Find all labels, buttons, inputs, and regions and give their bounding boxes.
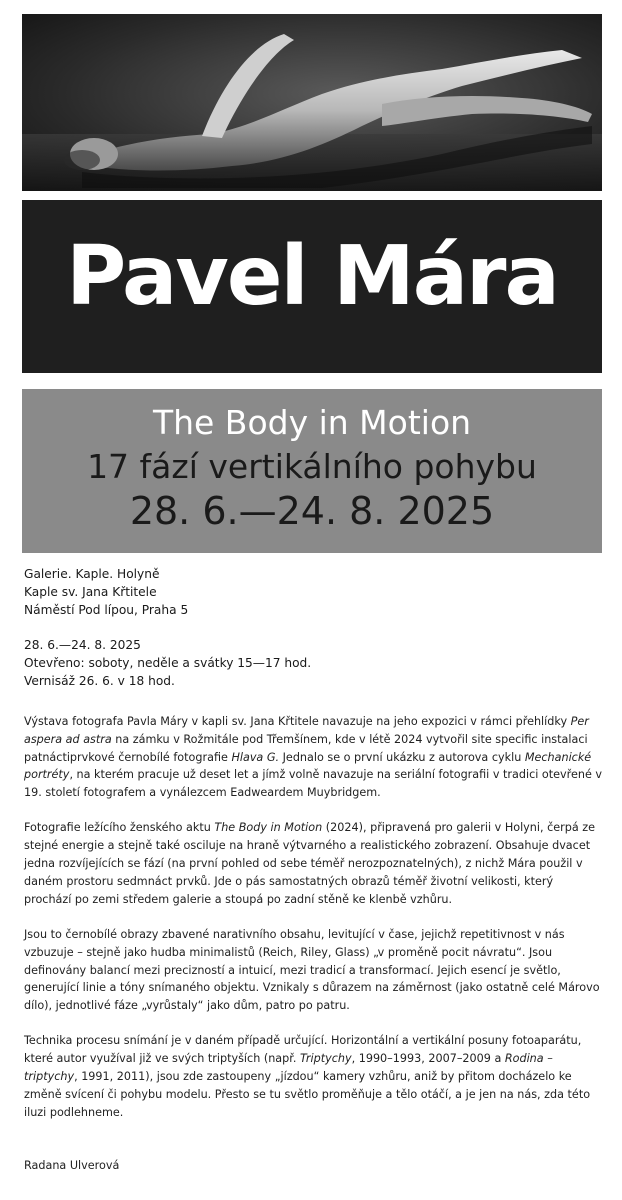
venue-line: Galerie. Kaple. Holyně <box>24 567 160 581</box>
text-run: Jednalo se o první ukázku z autorova cyklu <box>279 750 525 764</box>
venue-line: Náměstí Pod lípou, Praha 5 <box>24 603 189 617</box>
text-run: (2024), připravená pro galerii v Holyni, čerpá ze stejné energie a stejně také osciluje na hraně výtvarného a realistického zobrazení. Obsahuje dvacet jedna rozvíjejících se fází (na první pohled od sebe téměř nerozpoznatelných), z nichž Mára použil v daném prostoru sedmnáct prvků. Jde o pás samostatných obrazů téměř životní velikosti, který prochází po zemi středem galerie a stoupá po zadní stěně ke klenbě vzhůru. <box>24 821 596 906</box>
artist-name: Pavel Mára <box>66 229 558 324</box>
opening-hours: Otevřeno: soboty, neděle a svátky 15—17 hod. <box>24 656 312 670</box>
exhibition-subtitle: 17 fází vertikálního pohybu <box>87 447 537 486</box>
paragraph <box>24 1032 604 1121</box>
italic-title: The Body in Motion <box>214 821 323 835</box>
paragraph <box>24 819 604 908</box>
artist-name-banner <box>22 200 602 373</box>
schedule-block <box>24 636 311 690</box>
text-run: , 1990–1993, 2007–2009 a <box>351 1052 505 1066</box>
paragraph <box>24 926 604 1015</box>
author-signature: Radana Ulverová <box>24 1159 120 1172</box>
vernissage: Vernisáž 26. 6. v 18 hod. <box>24 674 175 688</box>
text-run: , na kterém pracuje už deset let a jímž volně navazuje na seriální fotografii v tradici otevřené v 19. století fotografem a vynálezcem Eadweardem Muybridgem. <box>24 768 603 800</box>
exhibition-title: The Body in Motion <box>152 403 472 442</box>
schedule-dates: 28. 6.—24. 8. 2025 <box>24 638 141 652</box>
hero-photograph <box>22 14 602 191</box>
text-run: Fotografie ležícího ženského aktu <box>24 821 215 835</box>
nude-figure-image <box>22 14 602 191</box>
text-run: Technika procesu snímání je v daném případě určující. Horizontální a vertikální posuny fotoaparátu, které autor využíval již ve svých triptyších (např. <box>24 1034 582 1066</box>
text-run: , 1991, 2011), jsou zde zastoupeny „jízdou“ kamery vzhůru, aniž by přitom docházelo ke změně svícení či pohybu modelu. Přesto se tu světlo proměňuje a tělo otáčí, a je jen na nás, zda této iluzi podlehneme. <box>24 1070 591 1119</box>
italic-title: Triptychy <box>299 1052 352 1066</box>
italic-title: Hlava G. <box>231 750 280 764</box>
article-body <box>24 713 604 1121</box>
exhibition-title-box <box>22 389 602 553</box>
italic-title: Rodina – triptychy <box>24 1052 553 1084</box>
italic-title: Per aspera ad astra <box>24 715 589 746</box>
exhibition-dates: 28. 6.—24. 8. 2025 <box>129 489 495 533</box>
text-run: na zámku v Rožmitále pod Třemšínem, kde v létě 2024 vytvořil site specific instalaci patnáctiprvkové černobílé fotografie <box>24 732 588 764</box>
venue-block <box>24 565 188 619</box>
paragraph <box>24 713 604 802</box>
italic-title: Mechanické portréty <box>24 750 592 782</box>
text-run: Výstava fotografa Pavla Máry v kapli sv. Jana Křtitele navazuje na jeho expozici v rámci přehlídky <box>24 715 571 728</box>
venue-line: Kaple sv. Jana Křtitele <box>24 585 157 599</box>
text-run: Jsou to černobílé obrazy zbavené narativního obsahu, levitující v čase, jejichž repetitivnost v nás vzbuzuje – stejně jako hudba minimalistů (Reich, Riley, Glass) „v proměně pocit návratu“. Jsou definovány balancí mezi precizností a intuicí, mezi tradicí a transformací. Jejich esencí je světlo, generující linie a tóny snímaného objektu. Vznikaly s důrazem na záměrnost (jako ostatně celé Márovo dílo), jednotlivé fáze „vyrůstaly“ jako dům, patro po patru. <box>24 927 600 1013</box>
